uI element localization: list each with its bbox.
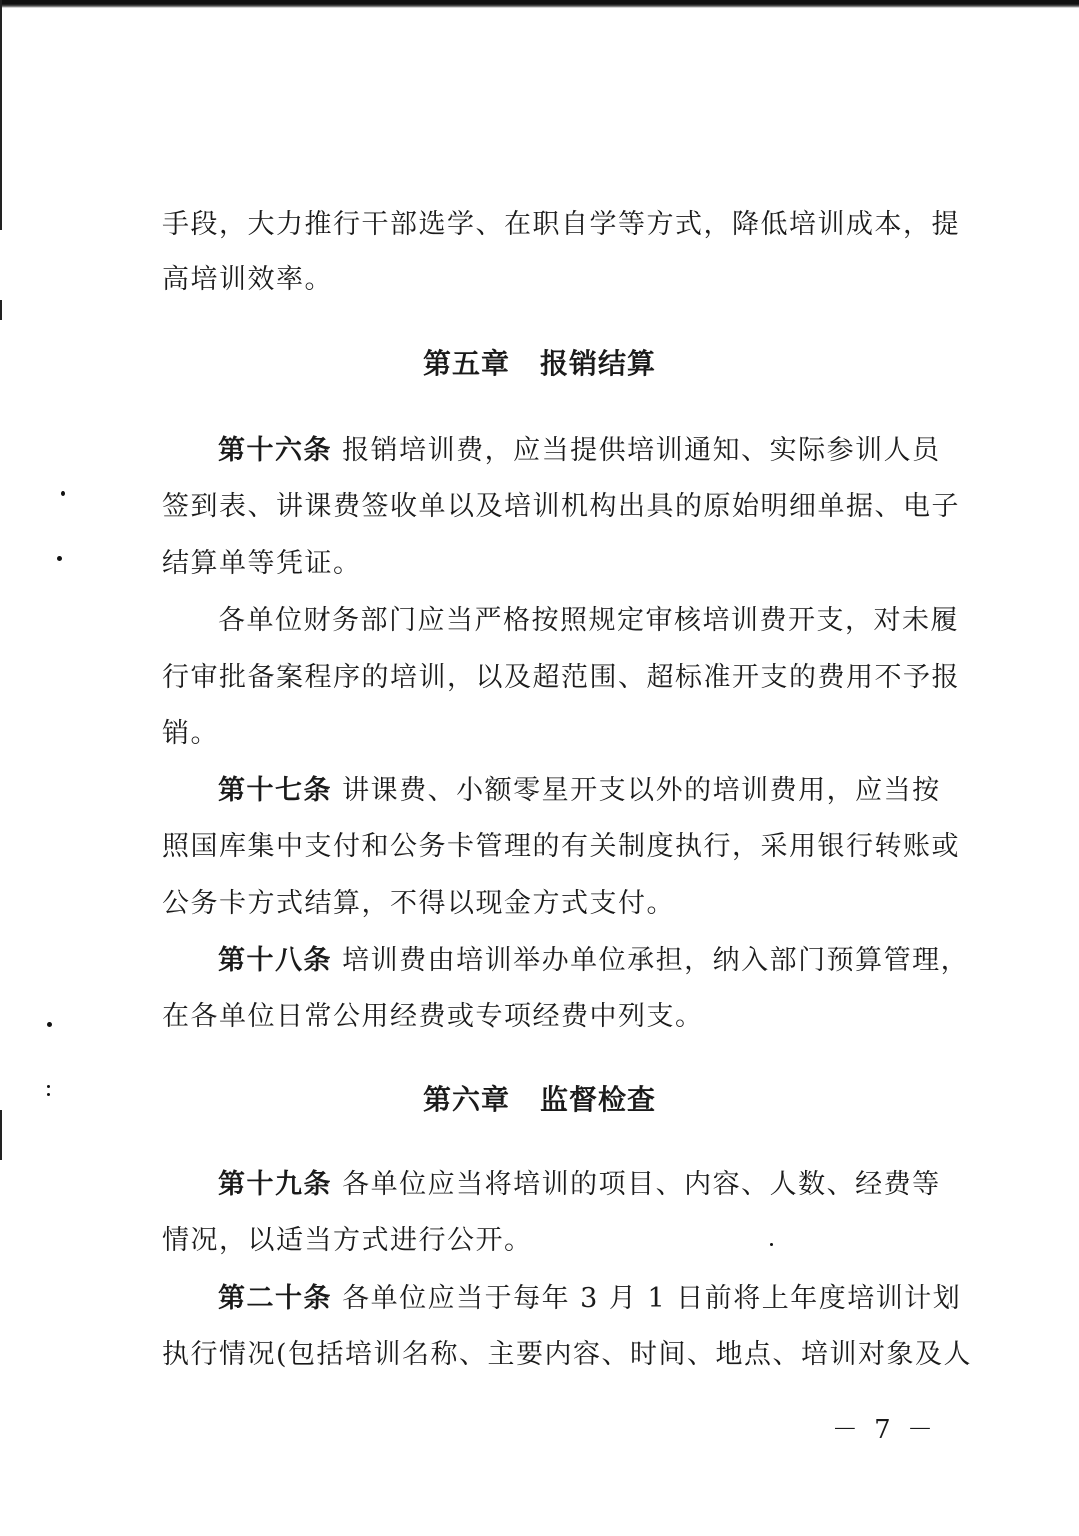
body-line: 高培训效率。 — [162, 264, 333, 295]
scan-speck — [61, 491, 65, 496]
body-line: 销。 — [162, 718, 219, 749]
article-text: 各单位应当将培训的项目、内容、人数、经费等 — [342, 1169, 941, 1200]
page-number: － 7 － — [831, 1415, 937, 1445]
article-20-line — [218, 1276, 974, 1315]
article-text: 报销培训费，应当提供培训通知、实际参训人员 — [342, 435, 941, 466]
scan-speck — [47, 1022, 52, 1027]
article-label: 第十七条 — [218, 775, 332, 806]
body-line: 情况，以适当方式进行公开。 — [162, 1225, 533, 1256]
article-text: 各单位应当于每年 3 月 1 日前将上年度培训计划 — [342, 1283, 962, 1314]
article-label: 第十八条 — [218, 945, 332, 976]
article-label: 第十六条 — [218, 435, 332, 466]
scan-speck — [57, 556, 62, 561]
body-line: 行审批备案程序的培训，以及超范围、超标准开支的费用不予报 — [162, 662, 960, 693]
chapter-number: 第六章 — [422, 1083, 510, 1116]
article-18-line — [218, 938, 974, 977]
body-line: 签到表、讲课费签收单以及培训机构出具的原始明细单据、电子 — [162, 491, 960, 522]
article-text: 培训费由培训举办单位承担，纳入部门预算管理， — [342, 945, 970, 976]
article-17-line — [218, 768, 974, 807]
body-line: 公务卡方式结算，不得以现金方式支付。 — [162, 888, 675, 919]
chapter-number: 第五章 — [422, 347, 510, 380]
chapter-title: 监督检查 — [540, 1083, 657, 1116]
body-line: 在各单位日常公用经费或专项经费中列支。 — [162, 1001, 704, 1032]
article-19-line — [218, 1162, 974, 1201]
article-label: 第二十条 — [218, 1283, 332, 1314]
chapter-heading-6 — [0, 1078, 1079, 1118]
article-text: 讲课费、小额零星开支以外的培训费用，应当按 — [342, 775, 941, 806]
chapter-heading-5 — [0, 342, 1079, 382]
body-line: 照国库集中支付和公务卡管理的有关制度执行，采用银行转账或 — [162, 831, 960, 862]
body-line: 结算单等凭证。 — [162, 548, 362, 579]
scan-left-edge-mark — [0, 0, 2, 230]
scan-top-border — [0, 0, 1079, 8]
chapter-title: 报销结算 — [540, 347, 657, 380]
article-label: 第十九条 — [218, 1169, 332, 1200]
body-line: 手段，大力推行干部选学、在职自学等方式，降低培训成本，提 — [162, 209, 960, 240]
scan-left-edge-mark — [0, 300, 2, 320]
article-16-line — [218, 428, 974, 467]
body-line: 各单位财务部门应当严格按照规定审核培训费开支，对未履 — [218, 605, 959, 636]
body-line: 执行情况(包括培训名称、主要内容、时间、地点、培训对象及人 — [162, 1339, 973, 1370]
